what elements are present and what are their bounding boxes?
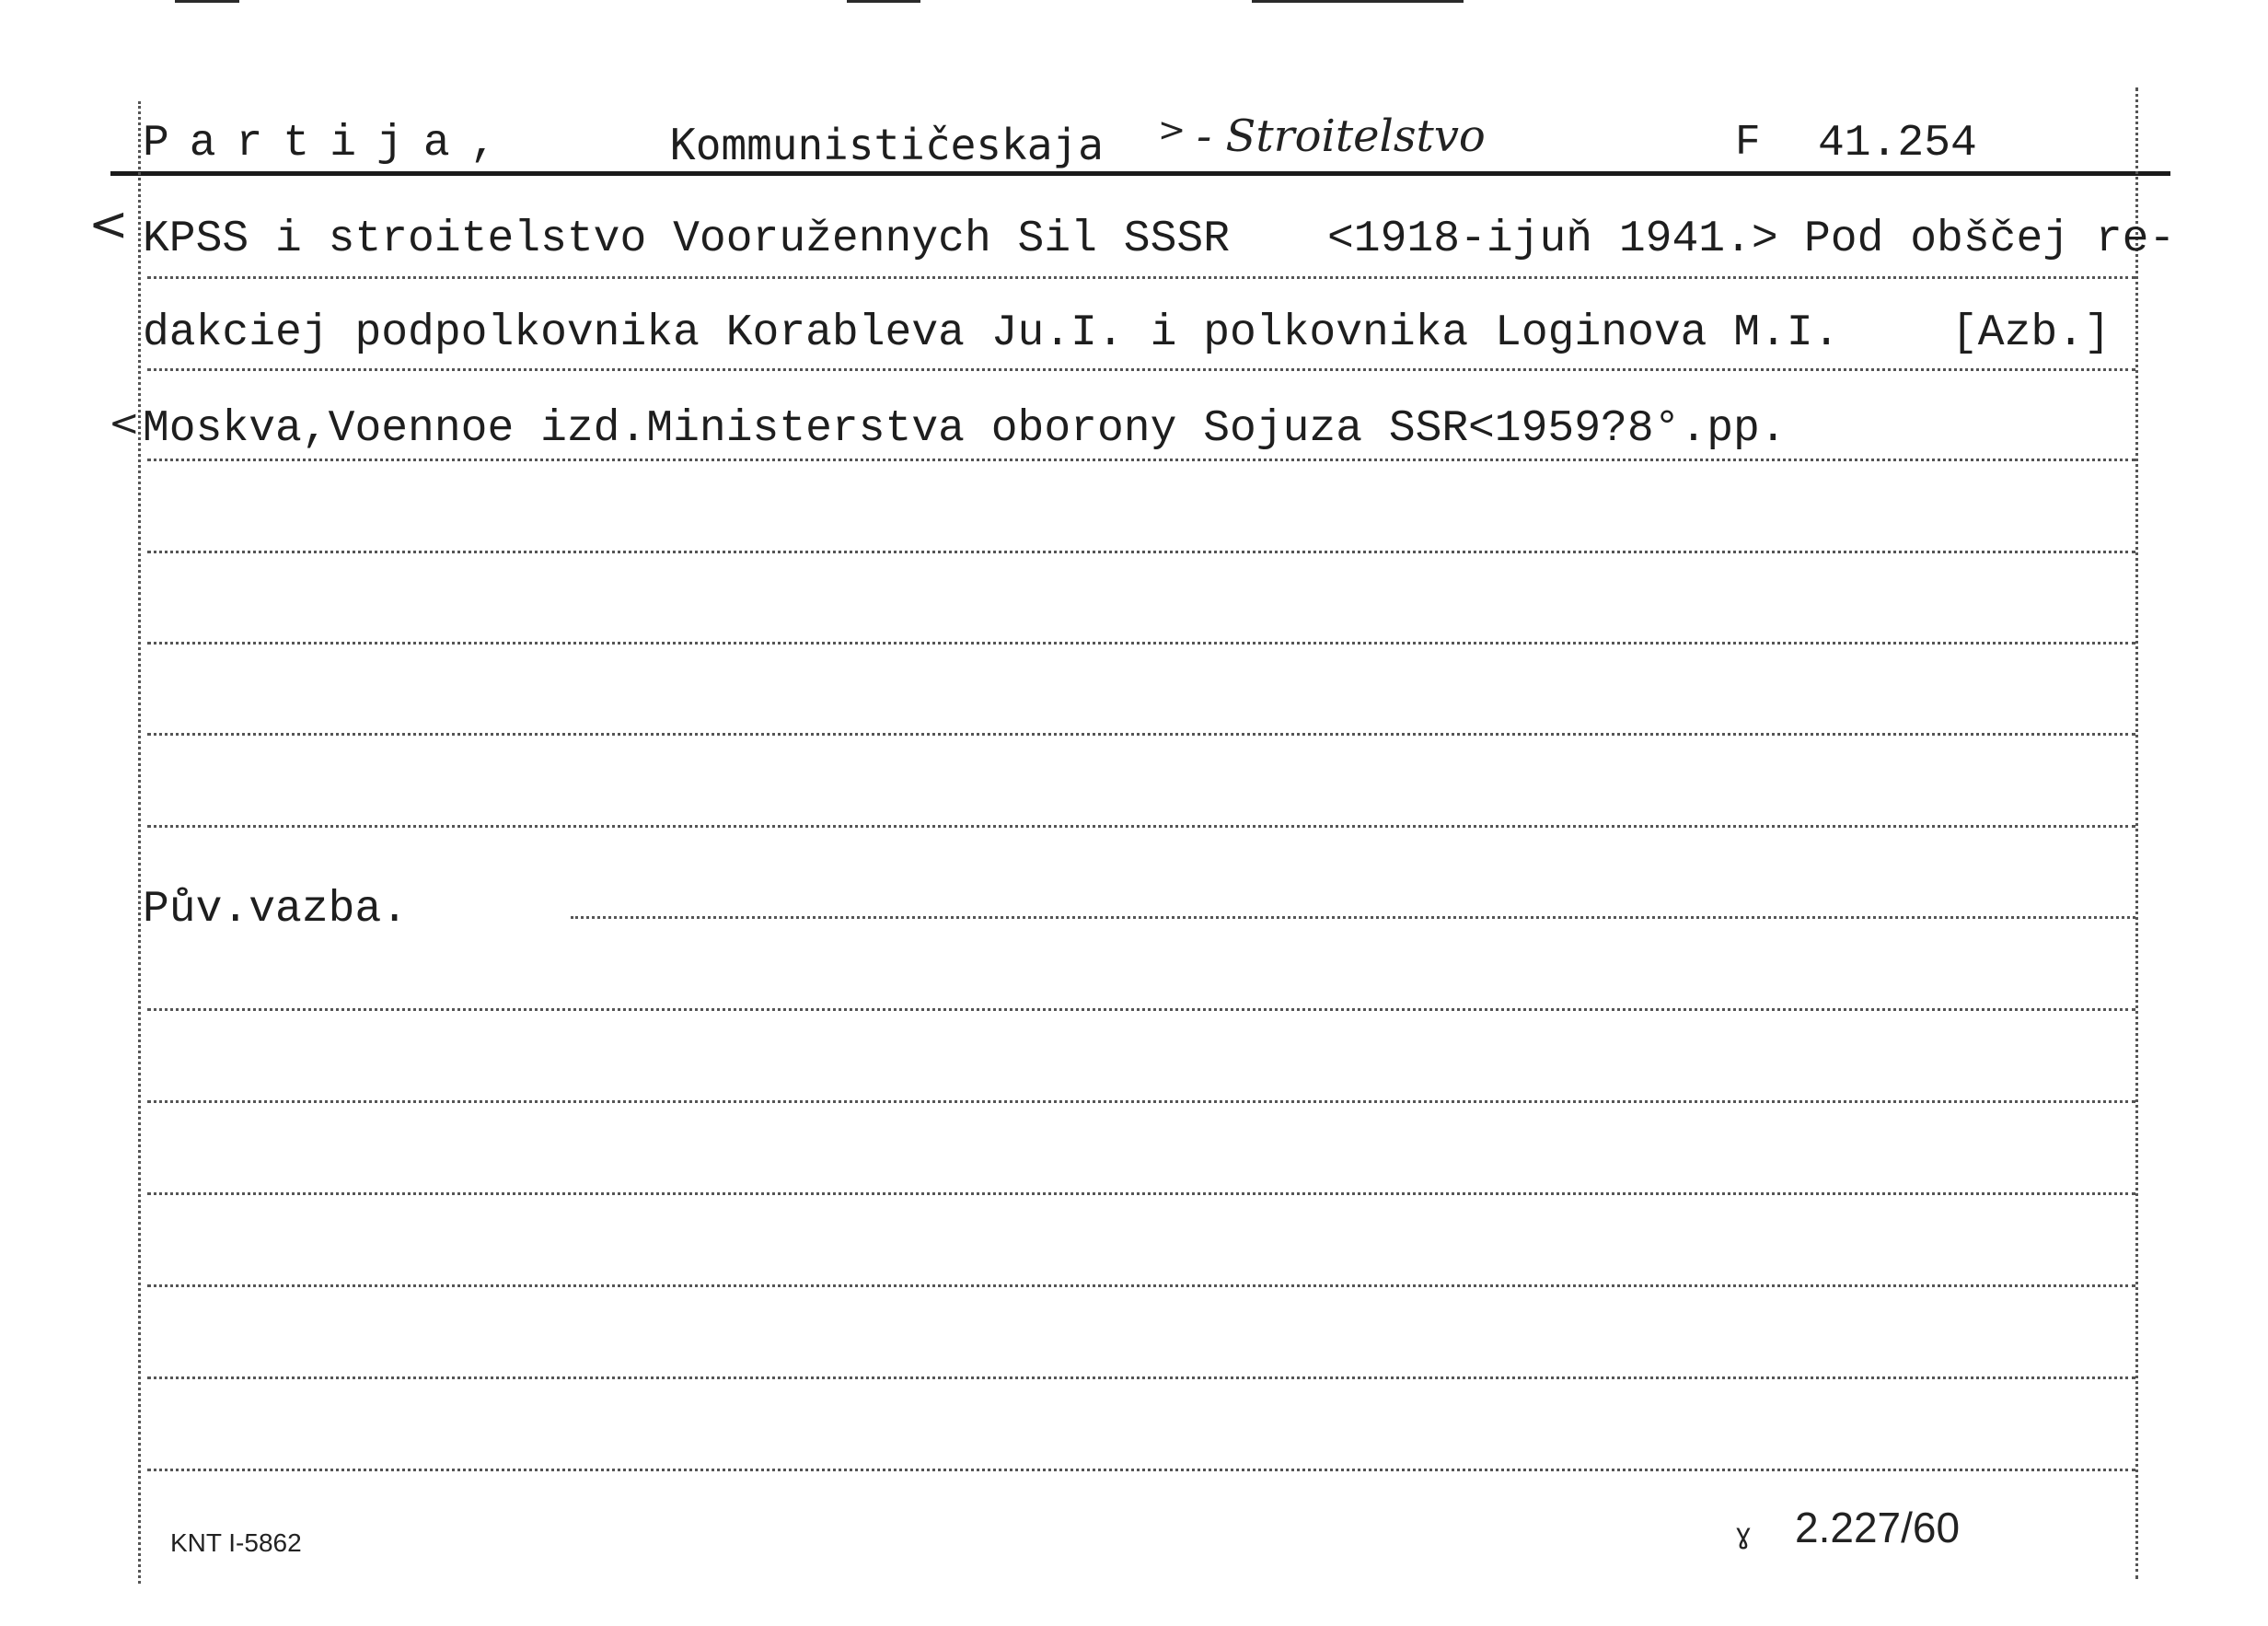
entry-language-note: [Azb.] xyxy=(1951,308,2111,358)
ruled-line xyxy=(147,1192,2135,1195)
subject-heading-cont: Kommunističeskaja xyxy=(670,120,1104,169)
scan-edge-mark xyxy=(175,0,239,3)
entry-open-mark: < xyxy=(88,197,129,252)
accession-number: 2.227/60 xyxy=(1795,1504,1961,1551)
call-number: 41.254 xyxy=(1818,119,1977,168)
form-code: KNT I-5862 xyxy=(170,1528,302,1557)
entry-dates: <1918-ijuň 1941.> xyxy=(1327,215,1778,264)
ruled-line xyxy=(147,368,2135,371)
ruled-line xyxy=(147,1008,2135,1011)
call-letter: F xyxy=(1735,119,1761,167)
left-margin-line xyxy=(138,101,141,1584)
footer-mark: ɣ xyxy=(1735,1518,1752,1551)
binding-note: Pův.vazba. xyxy=(143,885,409,935)
right-margin-line xyxy=(2135,87,2138,1579)
ruled-line xyxy=(147,551,2135,553)
scan-edge-mark xyxy=(1252,0,1464,3)
entry-line-2: dakciej podpolkovnika Korableva Ju.I. i polkovnika Loginova M.I. xyxy=(143,308,1840,358)
entry-line-3: Moskva,Voennoe izd.Ministerstva oborony Sojuza SSR xyxy=(143,404,1469,454)
entry-line-1: KPSS i stroitelstvo Vooružennych Sil SSSR xyxy=(143,215,1230,264)
scan-edge-mark xyxy=(847,0,920,3)
handwritten-subdivision: - Stroitelstvo xyxy=(1197,110,1486,162)
ruled-line xyxy=(147,733,2135,736)
heading-rule xyxy=(110,171,2170,176)
ruled-line xyxy=(147,1469,2135,1471)
ruled-line xyxy=(571,916,2135,919)
ruled-line xyxy=(147,825,2135,828)
ruled-line xyxy=(147,459,2135,461)
subject-close-mark: > xyxy=(1158,111,1186,149)
entry-line-1-end: Pod obščej re- xyxy=(1804,215,2176,264)
entry-line-3-end: <1959?8°.pp. xyxy=(1468,404,1787,454)
ruled-line xyxy=(147,1284,2135,1287)
entry-line-3-mark: < xyxy=(109,402,140,445)
ruled-line xyxy=(147,642,2135,645)
subject-heading: Partija, xyxy=(143,119,517,168)
ruled-line xyxy=(147,1100,2135,1103)
ruled-line xyxy=(147,276,2135,279)
ruled-line xyxy=(147,1376,2135,1379)
